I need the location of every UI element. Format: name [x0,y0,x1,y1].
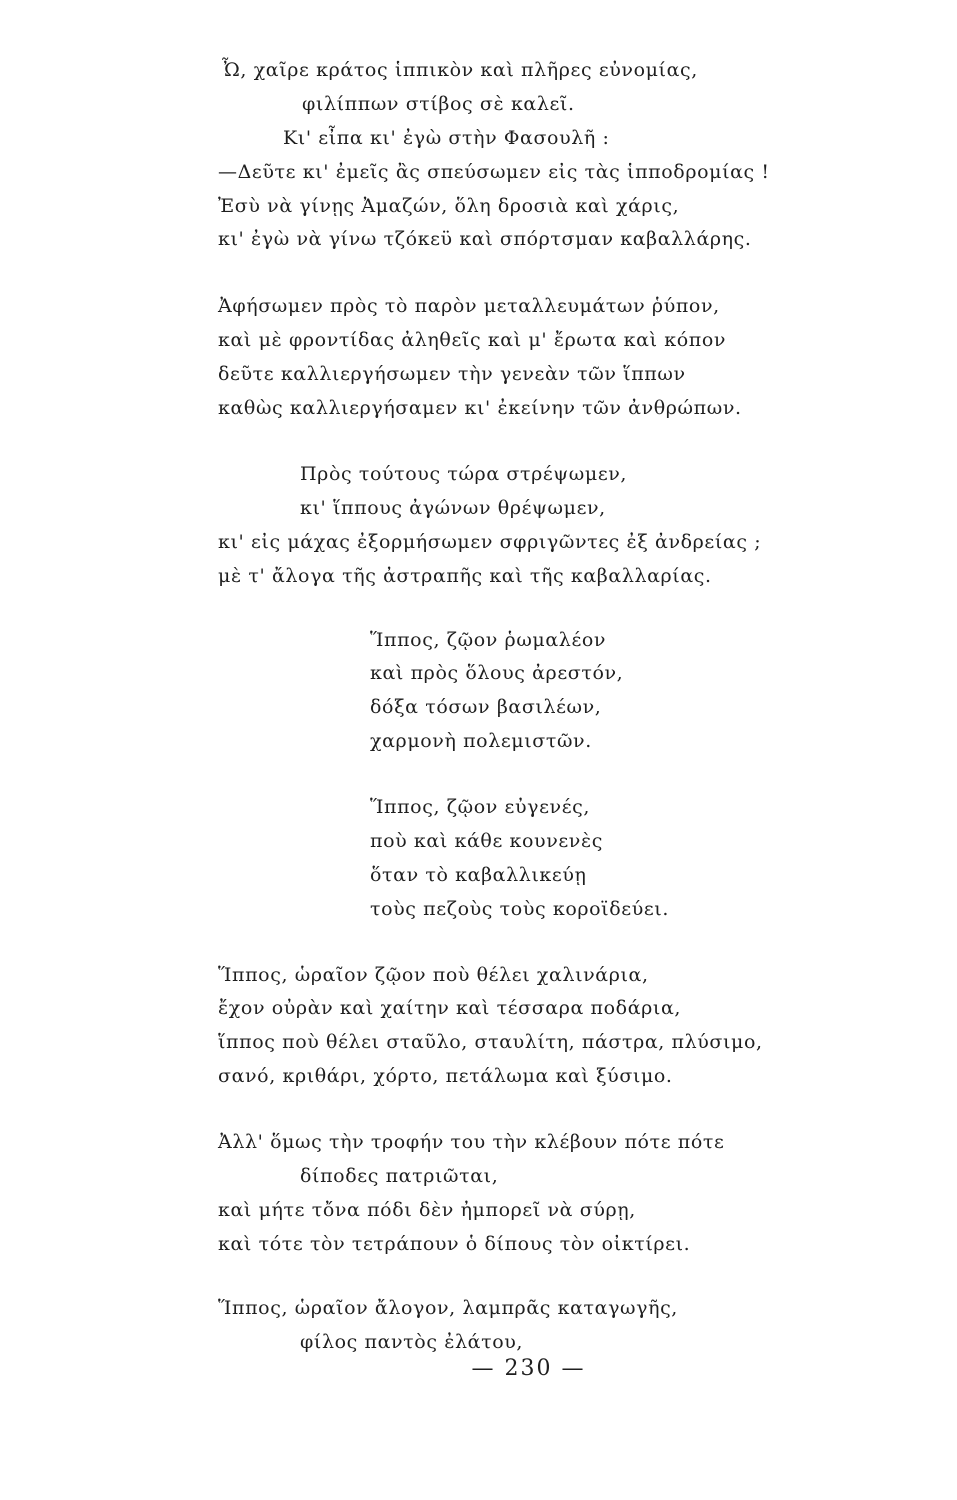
stanza-4-line-4: χαρμονὴ πολεμιστῶν. [370,730,592,752]
stanza-1-line-6: κι' ἐγὼ νὰ γίνω τζόκεϋ καὶ σπόρτσμαν καβαλλάρης. [218,228,752,250]
stanza-7-line-3: καὶ μήτε τὄνα πόδι δὲν ἠμπορεῖ νὰ σύρῃ, [218,1199,636,1221]
stanza-4-line-3: δόξα τόσων βασιλέων, [370,696,602,718]
stanza-5-line-4: τοὺς πεζοὺς τοὺς κοροϊδεύει. [370,898,669,920]
stanza-6-line-2: ἔχον οὐρὰν καὶ χαίτην καὶ τέσσαρα ποδάρια, [218,997,682,1019]
stanza-5-line-2: ποὺ καὶ κάθε κουνενὲς [370,830,603,852]
stanza-3-line-4: μὲ τ' ἄλογα τῆς ἀστραπῆς καὶ τῆς καβαλλαρίας. [218,565,712,587]
stanza-1-line-4: —Δεῦτε κι' ἐμεῖς ἂς σπεύσωμεν εἰς τὰς ἱπποδρομίας ! [218,161,770,183]
stanza-6-line-4: σανό, κριθάρι, χόρτο, πετάλωμα καὶ ξύσιμο. [218,1065,673,1087]
stanza-2-line-4: καθὼς καλλιεργήσαμεν κι' ἐκείνην τῶν ἀνθρώπων. [218,397,742,419]
stanza-6-line-3: ἵππος ποὺ θέλει σταῦλο, σταυλίτη, πάστρα, πλύσιμο, [218,1031,763,1053]
stanza-1-line-5: Ἐσὺ νὰ γίνῃς Ἀμαζών, ὅλη δροσιὰ καὶ χάρις, [218,195,680,217]
stanza-3-line-2: κι' ἵππους ἀγώνων θρέψωμεν, [300,497,606,519]
stanza-8-line-1: Ἵππος, ὡραῖον ἄλογον, λαμπρᾶς καταγωγῆς, [218,1297,678,1319]
stanza-8-line-2: φίλος παντὸς ἐλάτου, [300,1331,524,1353]
stanza-2-line-3: δεῦτε καλλιεργήσωμεν τὴν γενεὰν τῶν ἵππων [218,363,686,385]
stanza-4-line-2: καὶ πρὸς ὅλους ἀρεστόν, [370,662,624,684]
stanza-5-line-1: Ἵππος, ζῷον εὐγενές, [370,796,591,818]
stanza-4-line-1: Ἵππος, ζῷον ῥωμαλέον [370,629,607,651]
page-number: — 230 — [471,1356,586,1381]
stanza-2-line-2: καὶ μὲ φροντίδας ἀληθεῖς καὶ μ' ἔρωτα καὶ κόπον [218,329,727,351]
stanza-7-line-1: Ἀλλ' ὅμως τὴν τροφήν του τὴν κλέβουν πότε πότε [218,1131,725,1153]
stanza-7-line-2: δίποδες πατριῶται, [300,1165,499,1187]
stanza-3-line-1: Πρὸς τούτους τώρα στρέψωμεν, [300,463,628,485]
stanza-1-line-1: Ὦ, χαῖρε κράτος ἱππικὸν καὶ πλῆρες εὐνομίας, [222,59,698,81]
stanza-2-line-1: Ἀφήσωμεν πρὸς τὸ παρὸν μεταλλευμάτων ῥύπον, [218,295,720,317]
stanza-7-line-4: καὶ τότε τὸν τετράπουν ὁ δίπους τὸν οἰκτίρει. [218,1233,691,1255]
stanza-3-line-3: κι' εἰς μάχας ἐξορμήσωμεν σφριγῶντες ἐξ ἀνδρείας ; [218,531,762,553]
stanza-5-line-3: ὅταν τὸ καβαλλικεύῃ [370,864,587,886]
stanza-1-line-3: Κι' εἶπα κι' ἐγὼ στὴν Φασουλῆ : [283,127,610,149]
stanza-1-line-2: φιλίππων στίβος σὲ καλεῖ. [302,93,575,115]
stanza-6-line-1: Ἵππος, ὡραῖον ζῷον ποὺ θέλει χαλινάρια, [218,964,649,986]
